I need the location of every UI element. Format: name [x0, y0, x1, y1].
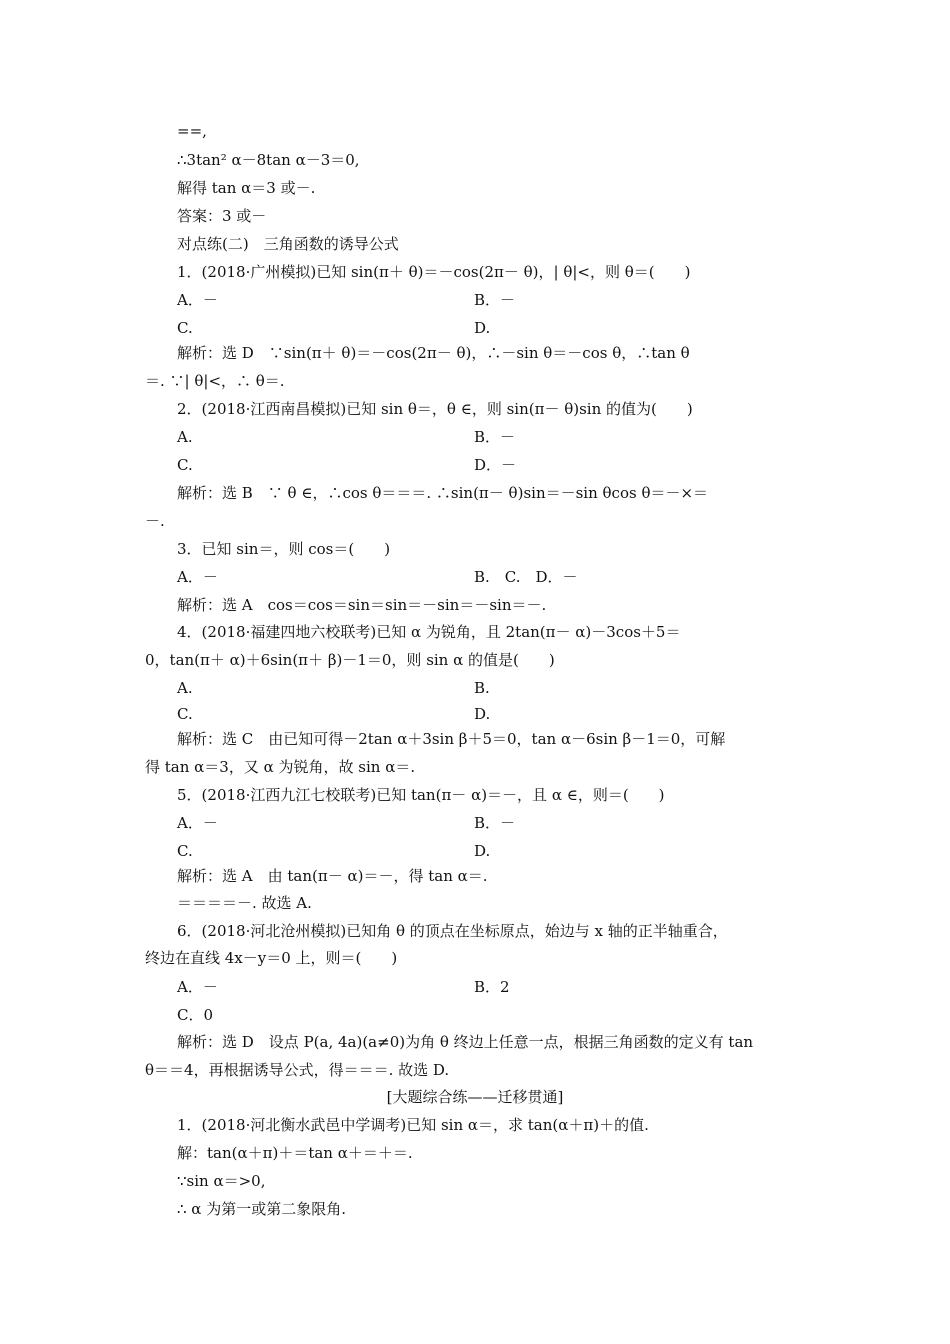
solution-line: ∴ α 为第一或第二象限角.: [177, 1200, 346, 1218]
question-1: 1．(2018·广州模拟)已知 sin(π＋ θ)＝－cos(2π－ θ)，| θ|<，则 θ＝( ): [177, 263, 691, 281]
question-3: 3．已知 sin＝，则 cos＝( ): [177, 540, 391, 558]
option-c: C.: [177, 705, 193, 723]
solution-line: 解析：选 B ∵ θ ∈，∴cos θ＝＝＝. ∴sin(π－ θ)sin＝－sin θcos θ＝－×＝: [177, 484, 709, 502]
text-line: ∴3tan² α－8tan α－3＝0,: [177, 151, 360, 169]
solution-line: ＝＝＝＝－. 故选 A.: [177, 894, 312, 912]
question-6-cont: 终边在直线 4x－y＝0 上，则＝( ): [145, 949, 398, 967]
section-heading: [大题综合练——迁移贯通]: [386, 1088, 564, 1106]
options-bcd: B. C. D．－: [474, 568, 578, 586]
question-b1: 1．(2018·河北衡水武邑中学调考)已知 sin α＝，求 tan(α＋π)＋的值.: [177, 1116, 649, 1134]
option-a: A．－: [177, 814, 218, 832]
option-a: A.: [177, 679, 193, 697]
option-a: A．－: [177, 568, 218, 586]
option-d: D.: [474, 842, 491, 860]
question-5: 5．(2018·江西九江七校联考)已知 tan(π－ α)＝－，且 α ∈，则＝( ): [177, 786, 665, 804]
solution-line: 解析：选 A 由 tan(π－ α)＝－，得 tan α＝.: [177, 867, 488, 885]
option-b: B．－: [474, 814, 516, 832]
option-c: C.: [177, 842, 193, 860]
solution-line: －.: [145, 512, 165, 530]
option-d: D.: [474, 705, 491, 723]
option-b: B．－: [474, 428, 516, 446]
solution-line: 解析：选 A cos＝cos＝sin＝sin＝－sin＝－sin＝－.: [177, 596, 547, 614]
option-c: C.: [177, 319, 193, 337]
option-c: C.: [177, 456, 193, 474]
option-c: C．0: [177, 1006, 214, 1024]
option-b: B．2: [474, 978, 510, 996]
solution-line: 解：tan(α＋π)＋＝tan α＋＝＋＝.: [177, 1144, 413, 1162]
option-d: D.: [474, 319, 491, 337]
solution-line: 解析：选 D 设点 P(a, 4a)(a≠0)为角 θ 终边上任意一点，根据三角函数的定义有 tan: [177, 1033, 754, 1051]
option-d: D．－: [474, 456, 517, 474]
question-4-cont: 0，tan(π＋ α)＋6sin(π＋ β)－1＝0，则 sin α 的值是( ): [145, 651, 555, 669]
text-line: 答案：3 或－: [177, 207, 267, 225]
text-line: 解得 tan α＝3 或－.: [177, 179, 316, 197]
solution-line: 解析：选 C 由已知可得－2tan α＋3sin β＋5＝0，tan α－6sin β－1＝0，可解: [177, 730, 726, 748]
option-a: A．－: [177, 291, 218, 309]
option-a: A．－: [177, 978, 218, 996]
question-6: 6．(2018·河北沧州模拟)已知角 θ 的顶点在坐标原点，始边与 x 轴的正半轴重合，: [177, 922, 728, 940]
section-heading: 对点练(二) 三角函数的诱导公式: [177, 235, 399, 253]
question-4: 4．(2018·福建四地六校联考)已知 α 为锐角，且 2tan(π－ α)－3cos＋5＝: [177, 623, 681, 641]
option-b: B．－: [474, 291, 516, 309]
text-line: ==,: [177, 122, 207, 140]
solution-line: 解析：选 D ∵sin(π＋ θ)＝－cos(2π－ θ)，∴－sin θ＝－cos θ，∴tan θ: [177, 344, 690, 362]
option-b: B.: [474, 679, 490, 697]
option-a: A.: [177, 428, 193, 446]
solution-line: 得 tan α＝3，又 α 为锐角，故 sin α＝.: [145, 758, 416, 776]
solution-line: ∵sin α＝>0,: [177, 1172, 266, 1190]
question-2: 2．(2018·江西南昌模拟)已知 sin θ＝，θ ∈，则 sin(π－ θ)sin 的值为( ): [177, 400, 693, 418]
solution-line: θ＝＝4，再根据诱导公式，得＝＝＝. 故选 D.: [145, 1061, 450, 1079]
solution-line: ＝. ∵| θ|<，∴ θ＝.: [145, 372, 285, 390]
